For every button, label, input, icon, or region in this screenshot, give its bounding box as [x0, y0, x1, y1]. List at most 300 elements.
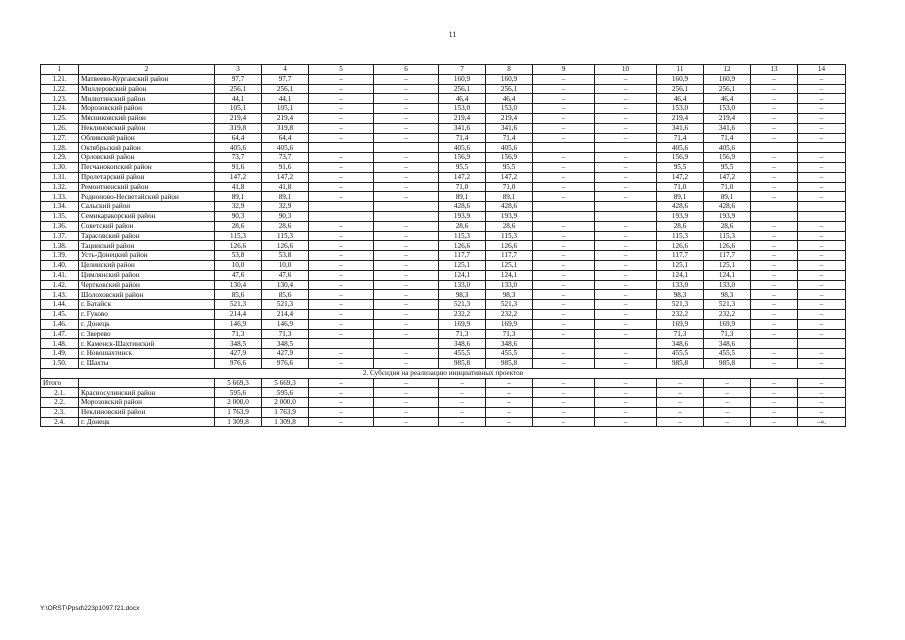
cell-col-11: 11 [657, 65, 704, 75]
cell-col-13: – [751, 270, 798, 280]
cell-col-5: – [309, 329, 374, 339]
cell-col-3: 1 763,9 [215, 407, 262, 417]
cell-col-13: – [751, 378, 798, 388]
cell-col-8: – [486, 378, 533, 388]
cell-col-11: 124,1 [657, 270, 704, 280]
cell-col-7: 219,4 [439, 113, 486, 123]
cell-col-5: – [309, 319, 374, 329]
cell-col-4: 130,4 [262, 280, 309, 290]
cell-col-9: – [533, 329, 595, 339]
cell-col-11: 985,8 [657, 358, 704, 368]
cell-col-3: 44,1 [215, 94, 262, 104]
cell-col-12: 147,2 [704, 172, 751, 182]
cell-col-8: 46,4 [486, 94, 533, 104]
cell-col-4: 146,9 [262, 319, 309, 329]
cell-col-4: 85,6 [262, 290, 309, 300]
table-row [41, 319, 846, 329]
cell-col-4: 71,3 [262, 329, 309, 339]
table-row [41, 300, 846, 310]
cell-col-2: Семикаракорский район [79, 211, 215, 221]
cell-col-11: 71,4 [657, 133, 704, 143]
cell-col-5: – [309, 74, 374, 84]
cell-col-7: – [439, 378, 486, 388]
cell-col-11: 341,6 [657, 123, 704, 133]
cell-col-11: 28,6 [657, 221, 704, 231]
table-row [41, 417, 846, 427]
cell-col-6: – [374, 113, 439, 123]
cell-col-2: Мясниковский район [79, 113, 215, 123]
table-row [41, 349, 846, 359]
cell-col-7: – [439, 417, 486, 427]
cell-col-6: – [374, 290, 439, 300]
cell-col-9: – [533, 270, 595, 280]
cell-col-12: 98,3 [704, 290, 751, 300]
cell-col-9: – [533, 162, 595, 172]
cell-col-9: – [533, 280, 595, 290]
cell-col-11: 521,3 [657, 300, 704, 310]
table-row [41, 290, 846, 300]
cell-col-6: – [374, 172, 439, 182]
cell-col-13: – [751, 153, 798, 163]
cell-col-7: 95,5 [439, 162, 486, 172]
table-row [41, 241, 846, 251]
cell-col-4: 147,2 [262, 172, 309, 182]
cell-col-7: 348,6 [439, 339, 486, 349]
cell-col-13: – [751, 398, 798, 408]
cell-col-13: – [751, 251, 798, 261]
cell-col-2: Орловский район [79, 153, 215, 163]
cell-col-14: – [798, 280, 846, 290]
cell-col-13: – [751, 349, 798, 359]
cell-col-2: Красносулинский район [79, 388, 215, 398]
cell-col-14 [798, 202, 846, 212]
cell-col-12: 12 [704, 65, 751, 75]
cell-col-2: Родионово-Несветайский район [79, 192, 215, 202]
cell-col-11: 98,3 [657, 290, 704, 300]
cell-col-2 [79, 378, 215, 388]
cell-col-3: 595,6 [215, 388, 262, 398]
cell-col-11: – [657, 378, 704, 388]
table-row [41, 407, 846, 417]
cell-col-6: – [374, 231, 439, 241]
cell-col-2: Обливский район [79, 133, 215, 143]
cell-col-11: 147,2 [657, 172, 704, 182]
cell-col-14 [798, 339, 846, 349]
cell-col-3: 521,3 [215, 300, 262, 310]
cell-col-13: – [751, 300, 798, 310]
cell-col-13: – [751, 74, 798, 84]
cell-col-12: – [704, 398, 751, 408]
cell-col-13: – [751, 280, 798, 290]
cell-col-12: 71,0 [704, 182, 751, 192]
cell-col-4: 256,1 [262, 84, 309, 94]
cell-col-11: 232,2 [657, 309, 704, 319]
cell-col-13: – [751, 417, 798, 427]
cell-col-4: 105,1 [262, 104, 309, 114]
cell-col-1: 1.50. [41, 358, 79, 368]
cell-col-2: 2 [79, 65, 215, 75]
cell-col-8: 71,3 [486, 329, 533, 339]
cell-col-7: 89,1 [439, 192, 486, 202]
cell-col-10: – [595, 407, 657, 417]
cell-col-10: – [595, 182, 657, 192]
cell-col-4: 10,0 [262, 260, 309, 270]
cell-col-6: – [374, 309, 439, 319]
cell-col-7: 98,3 [439, 290, 486, 300]
cell-col-12: 232,2 [704, 309, 751, 319]
cell-col-4: 97,7 [262, 74, 309, 84]
table-row [41, 153, 846, 163]
cell-col-6: – [374, 94, 439, 104]
cell-col-1: 1.40. [41, 260, 79, 270]
cell-col-3: 32,9 [215, 202, 262, 212]
cell-col-4: 405,6 [262, 143, 309, 153]
cell-col-8: 405,6 [486, 143, 533, 153]
cell-col-3: 256,1 [215, 84, 262, 94]
cell-col-14: – [798, 319, 846, 329]
cell-col-7: 133,0 [439, 280, 486, 290]
cell-col-4: 319,8 [262, 123, 309, 133]
cell-col-6: – [374, 417, 439, 427]
cell-col-9: – [533, 104, 595, 114]
cell-col-2: Миллеровский район [79, 84, 215, 94]
cell-col-9: – [533, 290, 595, 300]
cell-col-3: 427,9 [215, 349, 262, 359]
cell-col-10: – [595, 241, 657, 251]
cell-col-11: 455,5 [657, 349, 704, 359]
cell-col-10: – [595, 172, 657, 182]
cell-col-11: – [657, 407, 704, 417]
table-row [41, 84, 846, 94]
cell-col-1: 1.35. [41, 211, 79, 221]
page-number: 11 [448, 30, 457, 39]
cell-col-8: – [486, 388, 533, 398]
cell-col-7: 985,8 [439, 358, 486, 368]
cell-col-6: – [374, 407, 439, 417]
cell-col-10: – [595, 153, 657, 163]
cell-col-13: – [751, 319, 798, 329]
cell-col-12: 46,4 [704, 94, 751, 104]
cell-col-8: 8 [486, 65, 533, 75]
cell-col-6: – [374, 270, 439, 280]
cell-col-9 [533, 339, 595, 349]
cell-col-11: 153,0 [657, 104, 704, 114]
cell-col-10 [595, 339, 657, 349]
table-row [41, 162, 846, 172]
cell-col-1: 1.36. [41, 221, 79, 231]
cell-col-14: – [798, 378, 846, 388]
cell-col-4: 115,3 [262, 231, 309, 241]
cell-col-2: г. Донецк [79, 319, 215, 329]
cell-col-1: 1.22. [41, 84, 79, 94]
cell-col-4: 4 [262, 65, 309, 75]
cell-col-12: 405,6 [704, 143, 751, 153]
table-row [41, 123, 846, 133]
cell-col-12: 28,6 [704, 221, 751, 231]
cell-col-14: – [798, 84, 846, 94]
cell-col-9: – [533, 231, 595, 241]
total-row [41, 378, 846, 388]
cell-col-5: – [309, 309, 374, 319]
cell-col-3: 64,4 [215, 133, 262, 143]
cell-col-8: 147,2 [486, 172, 533, 182]
cell-col-3: 146,9 [215, 319, 262, 329]
cell-col-9 [533, 202, 595, 212]
table-row [41, 358, 846, 368]
cell-col-5: – [309, 192, 374, 202]
cell-col-8: 160,9 [486, 74, 533, 84]
cell-col-7: 521,3 [439, 300, 486, 310]
cell-col-13: – [751, 407, 798, 417]
cell-col-1: 1.31. [41, 172, 79, 182]
cell-col-12: – [704, 388, 751, 398]
cell-col-11: 169,9 [657, 319, 704, 329]
cell-col-11: 428,6 [657, 202, 704, 212]
cell-col-7: 428,6 [439, 202, 486, 212]
cell-col-5: – [309, 113, 374, 123]
cell-col-1: 1.33. [41, 192, 79, 202]
cell-col-5: – [309, 241, 374, 251]
cell-col-3: 348,5 [215, 339, 262, 349]
cell-col-8: 341,6 [486, 123, 533, 133]
cell-col-13: – [751, 329, 798, 339]
cell-col-13: – [751, 260, 798, 270]
cell-col-4: 1 309,8 [262, 417, 309, 427]
cell-col-6: – [374, 182, 439, 192]
cell-col-1: 1.28. [41, 143, 79, 153]
cell-col-11: 156,9 [657, 153, 704, 163]
cell-col-14: – [798, 221, 846, 231]
cell-col-4: 427,9 [262, 349, 309, 359]
cell-col-1: Итого [41, 378, 79, 388]
cell-col-14: – [798, 260, 846, 270]
cell-col-6 [374, 211, 439, 221]
cell-col-4: 64,4 [262, 133, 309, 143]
cell-col-3: 3 [215, 65, 262, 75]
cell-col-9: – [533, 153, 595, 163]
cell-col-12: 219,4 [704, 113, 751, 123]
cell-col-9: – [533, 172, 595, 182]
cell-col-8: 133,0 [486, 280, 533, 290]
table-row [41, 280, 846, 290]
cell-col-6: – [374, 123, 439, 133]
cell-col-5: – [309, 172, 374, 182]
cell-col-6: – [374, 221, 439, 231]
cell-col-5: – [309, 162, 374, 172]
cell-col-12: 985,8 [704, 358, 751, 368]
cell-col-2: г. Батайск [79, 300, 215, 310]
cell-col-10 [595, 143, 657, 153]
cell-col-7: 341,6 [439, 123, 486, 133]
cell-col-6 [374, 143, 439, 153]
cell-col-14: – [798, 241, 846, 251]
cell-col-14: – [798, 162, 846, 172]
cell-col-6: – [374, 162, 439, 172]
cell-col-3: 5 669,3 [215, 378, 262, 388]
cell-col-2: Усть-Донецкий район [79, 251, 215, 261]
cell-col-13 [751, 143, 798, 153]
cell-col-11: 71,0 [657, 182, 704, 192]
cell-col-14: – [798, 123, 846, 133]
file-path: Y:\ORST\Ppsd\223p1097.f21.docx [40, 605, 140, 612]
cell-col-8: – [486, 407, 533, 417]
cell-col-2: Октябрьский район [79, 143, 215, 153]
section-title: 2. Субсидия на реализацию инициативных проектов [41, 368, 846, 378]
cell-col-12: 428,6 [704, 202, 751, 212]
table-row [41, 251, 846, 261]
cell-col-8: – [486, 417, 533, 427]
table-row [41, 172, 846, 182]
cell-col-10: – [595, 417, 657, 427]
cell-col-10: – [595, 221, 657, 231]
cell-col-1: 1 [41, 65, 79, 75]
cell-col-3: 28,6 [215, 221, 262, 231]
cell-col-6: – [374, 388, 439, 398]
cell-col-3: 91,6 [215, 162, 262, 172]
cell-col-8: 117,7 [486, 251, 533, 261]
cell-col-7: 117,7 [439, 251, 486, 261]
cell-col-4: 348,5 [262, 339, 309, 349]
cell-col-2: Сальский район [79, 202, 215, 212]
cell-col-3: 97,7 [215, 74, 262, 84]
cell-col-6: – [374, 349, 439, 359]
cell-col-5: – [309, 270, 374, 280]
cell-col-10: – [595, 388, 657, 398]
cell-col-6: – [374, 104, 439, 114]
cell-col-9 [533, 211, 595, 221]
cell-col-2: Милютинский район [79, 94, 215, 104]
cell-col-13: – [751, 241, 798, 251]
table-row [41, 202, 846, 212]
cell-col-12: 341,6 [704, 123, 751, 133]
cell-col-8: 126,6 [486, 241, 533, 251]
cell-col-5 [309, 143, 374, 153]
cell-col-9: – [533, 123, 595, 133]
cell-col-6: – [374, 153, 439, 163]
cell-col-7: 256,1 [439, 84, 486, 94]
cell-col-10: – [595, 192, 657, 202]
cell-col-10: – [595, 104, 657, 114]
cell-col-8: 125,1 [486, 260, 533, 270]
cell-col-12: 169,9 [704, 319, 751, 329]
cell-col-8: 95,5 [486, 162, 533, 172]
cell-col-2: Морозовский район [79, 398, 215, 408]
cell-col-2: г. Новошахтинск [79, 349, 215, 359]
cell-col-12: 133,0 [704, 280, 751, 290]
cell-col-11: – [657, 388, 704, 398]
cell-col-11: 405,6 [657, 143, 704, 153]
cell-col-11: 89,1 [657, 192, 704, 202]
cell-col-12: 256,1 [704, 84, 751, 94]
cell-col-4: 219,4 [262, 113, 309, 123]
cell-col-7: 125,1 [439, 260, 486, 270]
cell-col-3: 976,6 [215, 358, 262, 368]
cell-col-1: 1.47. [41, 329, 79, 339]
cell-col-8: 124,1 [486, 270, 533, 280]
cell-col-10: – [595, 94, 657, 104]
cell-col-10: – [595, 133, 657, 143]
cell-col-7: – [439, 407, 486, 417]
cell-col-8: 193,9 [486, 211, 533, 221]
cell-col-14: –». [798, 417, 846, 427]
cell-col-3: 10,0 [215, 260, 262, 270]
cell-col-8: 455,5 [486, 349, 533, 359]
cell-col-5: – [309, 378, 374, 388]
cell-col-8: 153,0 [486, 104, 533, 114]
cell-col-11: 348,6 [657, 339, 704, 349]
cell-col-1: 2.2. [41, 398, 79, 408]
cell-col-5: – [309, 182, 374, 192]
cell-col-14: – [798, 133, 846, 143]
cell-col-12: 455,5 [704, 349, 751, 359]
cell-col-14: – [798, 94, 846, 104]
cell-col-1: 1.49. [41, 349, 79, 359]
cell-col-10 [595, 202, 657, 212]
cell-col-7: – [439, 388, 486, 398]
cell-col-1: 1.46. [41, 319, 79, 329]
cell-col-10: – [595, 358, 657, 368]
cell-col-3: 214,4 [215, 309, 262, 319]
cell-col-10 [595, 211, 657, 221]
cell-col-7: 28,6 [439, 221, 486, 231]
cell-col-2: г. Донецк [79, 417, 215, 427]
cell-col-14: – [798, 113, 846, 123]
table-row [41, 388, 846, 398]
cell-col-12: 348,6 [704, 339, 751, 349]
cell-col-13 [751, 211, 798, 221]
cell-col-8: 521,3 [486, 300, 533, 310]
cell-col-4: 5 669,3 [262, 378, 309, 388]
table-row [41, 133, 846, 143]
cell-col-11: 117,7 [657, 251, 704, 261]
cell-col-5: – [309, 407, 374, 417]
cell-col-1: 1.41. [41, 270, 79, 280]
cell-col-6: – [374, 241, 439, 251]
cell-col-9: – [533, 398, 595, 408]
cell-col-6: – [374, 300, 439, 310]
cell-col-9: – [533, 113, 595, 123]
cell-col-5 [309, 211, 374, 221]
cell-col-7: 71,0 [439, 182, 486, 192]
cell-col-14: – [798, 270, 846, 280]
cell-col-3: 89,1 [215, 192, 262, 202]
cell-col-11: 160,9 [657, 74, 704, 84]
cell-col-5: – [309, 349, 374, 359]
cell-col-1: 1.26. [41, 123, 79, 133]
cell-col-7: 169,9 [439, 319, 486, 329]
cell-col-7: 153,0 [439, 104, 486, 114]
cell-col-11: – [657, 417, 704, 427]
cell-col-14: – [798, 290, 846, 300]
cell-col-3: 41,8 [215, 182, 262, 192]
cell-col-14: – [798, 398, 846, 408]
cell-col-2: г. Гуково [79, 309, 215, 319]
table-container [40, 64, 845, 427]
cell-col-13: – [751, 221, 798, 231]
cell-col-13: – [751, 231, 798, 241]
cell-col-14: – [798, 231, 846, 241]
cell-col-9: – [533, 358, 595, 368]
cell-col-9: – [533, 378, 595, 388]
cell-col-8: 256,1 [486, 84, 533, 94]
cell-col-14: – [798, 388, 846, 398]
cell-col-12: – [704, 378, 751, 388]
cell-col-4: 595,6 [262, 388, 309, 398]
cell-col-6: – [374, 358, 439, 368]
cell-col-4: 126,6 [262, 241, 309, 251]
cell-col-10: – [595, 309, 657, 319]
cell-col-9: – [533, 221, 595, 231]
